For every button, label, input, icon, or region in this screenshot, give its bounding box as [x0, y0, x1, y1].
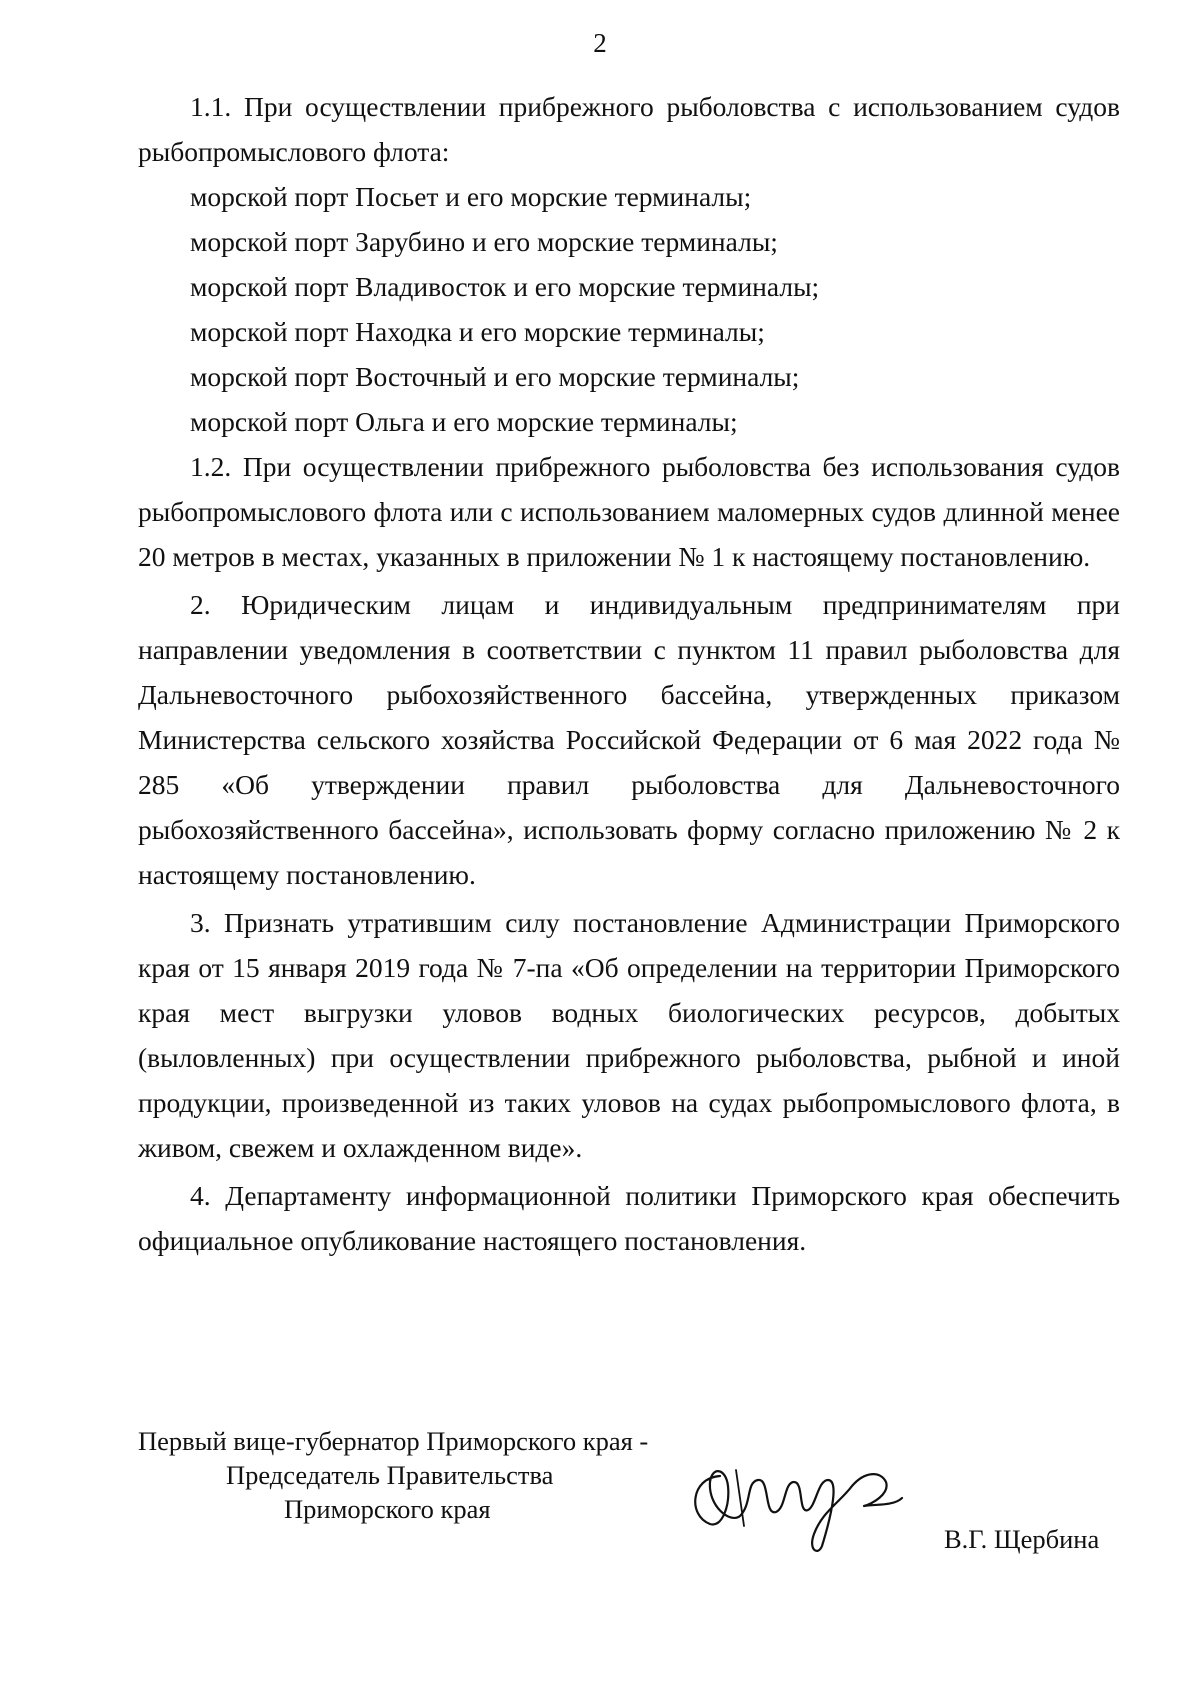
clause-2: 2. Юридическим лицам и индивидуальным предпринимателям при направлении уведомления в соответствии с пунктом 11 правил рыболовства для Дальневосточного рыбохозяйственного бассейна, утвержденных приказом Министерства сельского хозяйства Российской Федерации от 6 мая 2022 года № 285 «Об утверждении правил рыболовства для Дальневосточного рыбохозяйственного бассейна», использовать форму согласно приложению № 2 к настоящему постановлению.	[138, 589, 1120, 890]
port-item: морской порт Находка и его морские терминалы;	[190, 316, 765, 347]
clause-1-2: 1.2. При осуществлении прибрежного рыболовства без использования судов рыбопромыслового флота или с использованием маломерных судов длинной менее 20 метров в местах, указанных в приложении № 1 к настоящему постановлению.	[138, 451, 1120, 572]
port-item: морской порт Посьет и его морские терминалы;	[190, 181, 752, 212]
signatory-title-line: Первый вице-губернатор Приморского края -	[138, 1426, 649, 1456]
signatory-title-line: Председатель Правительства	[226, 1460, 554, 1490]
port-item: морской порт Ольга и его морские терминалы;	[190, 406, 738, 437]
handwritten-signature	[680, 1446, 910, 1556]
signatory-name: В.Г. Щербина	[944, 1524, 1100, 1554]
document-body	[138, 84, 1120, 1263]
clause-3: 3. Признать утратившим силу постановление Администрации Приморского края от 15 января 2019 года № 7-па «Об определении на территории Приморского края мест выгрузки уловов водных биологических ресурсов, добытых (выловленных) при осуществлении прибрежного рыболовства, рыбной и иной продукции, произведенной из таких уловов на судах рыбопромыслового флота, в живом, свежем и охлажденном виде».	[138, 907, 1120, 1163]
signatory-title-line: Приморского края	[284, 1494, 491, 1524]
signatory-title	[138, 1424, 648, 1526]
clause-1-1: 1.1. При осуществлении прибрежного рыболовства с использованием судов рыбопромыслового флота:	[138, 91, 1120, 167]
port-item: морской порт Зарубино и его морские терминалы;	[190, 226, 778, 257]
port-item: морской порт Восточный и его морские терминалы;	[190, 361, 800, 392]
page-number: 2	[593, 28, 607, 58]
clause-4: 4. Департаменту информационной политики Приморского края обеспечить официальное опубликование настоящего постановления.	[138, 1180, 1120, 1256]
port-item: морской порт Владивосток и его морские терминалы;	[190, 271, 820, 302]
